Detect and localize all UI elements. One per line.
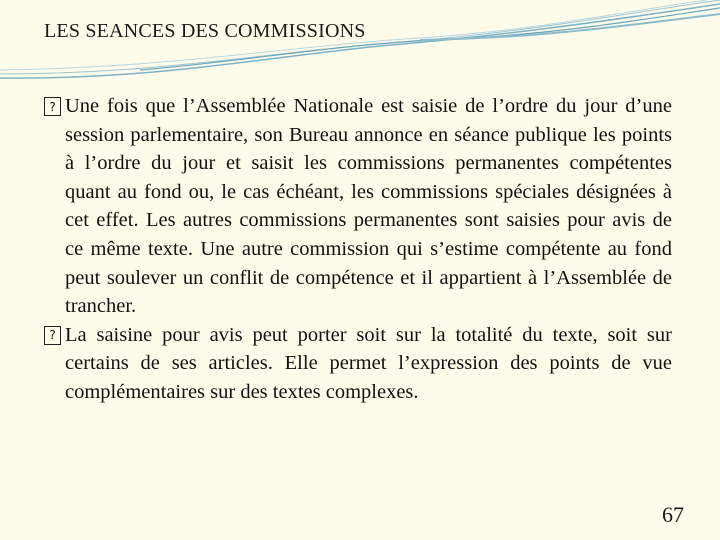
- slide-title: LES SEANCES DES COMMISSIONS: [44, 20, 366, 42]
- decorative-swoosh: [0, 0, 720, 90]
- paragraph-text: La saisine pour avis peut porter soit sur la totalité du texte, soit sur certains de ses articles. Elle permet l’expression des points de vue complémentaires sur des textes complexes.: [65, 323, 672, 403]
- bullet-icon: ?: [44, 97, 61, 116]
- bullet-icon: ?: [44, 326, 61, 345]
- paragraph-2: [44, 321, 672, 407]
- slide-body: [44, 92, 672, 407]
- page-number: 67: [662, 502, 684, 527]
- paragraph-text: Une fois que l’Assemblée Nationale est saisie de l’ordre du jour d’une session parlementaire, son Bureau annonce en séance publique les points à l’ordre du jour et saisit les commissions permanentes compétentes quant au fond ou, le cas échéant, les commissions spéciales désignées à cet effet. Les autres commissions permanentes sont saisies pour avis de ce même texte. Une autre commission qui s’estime compétente au fond peut soulever un conflit de compétence et il appartient à l’Assemblée de trancher.: [65, 95, 672, 318]
- paragraph-1: [44, 92, 672, 321]
